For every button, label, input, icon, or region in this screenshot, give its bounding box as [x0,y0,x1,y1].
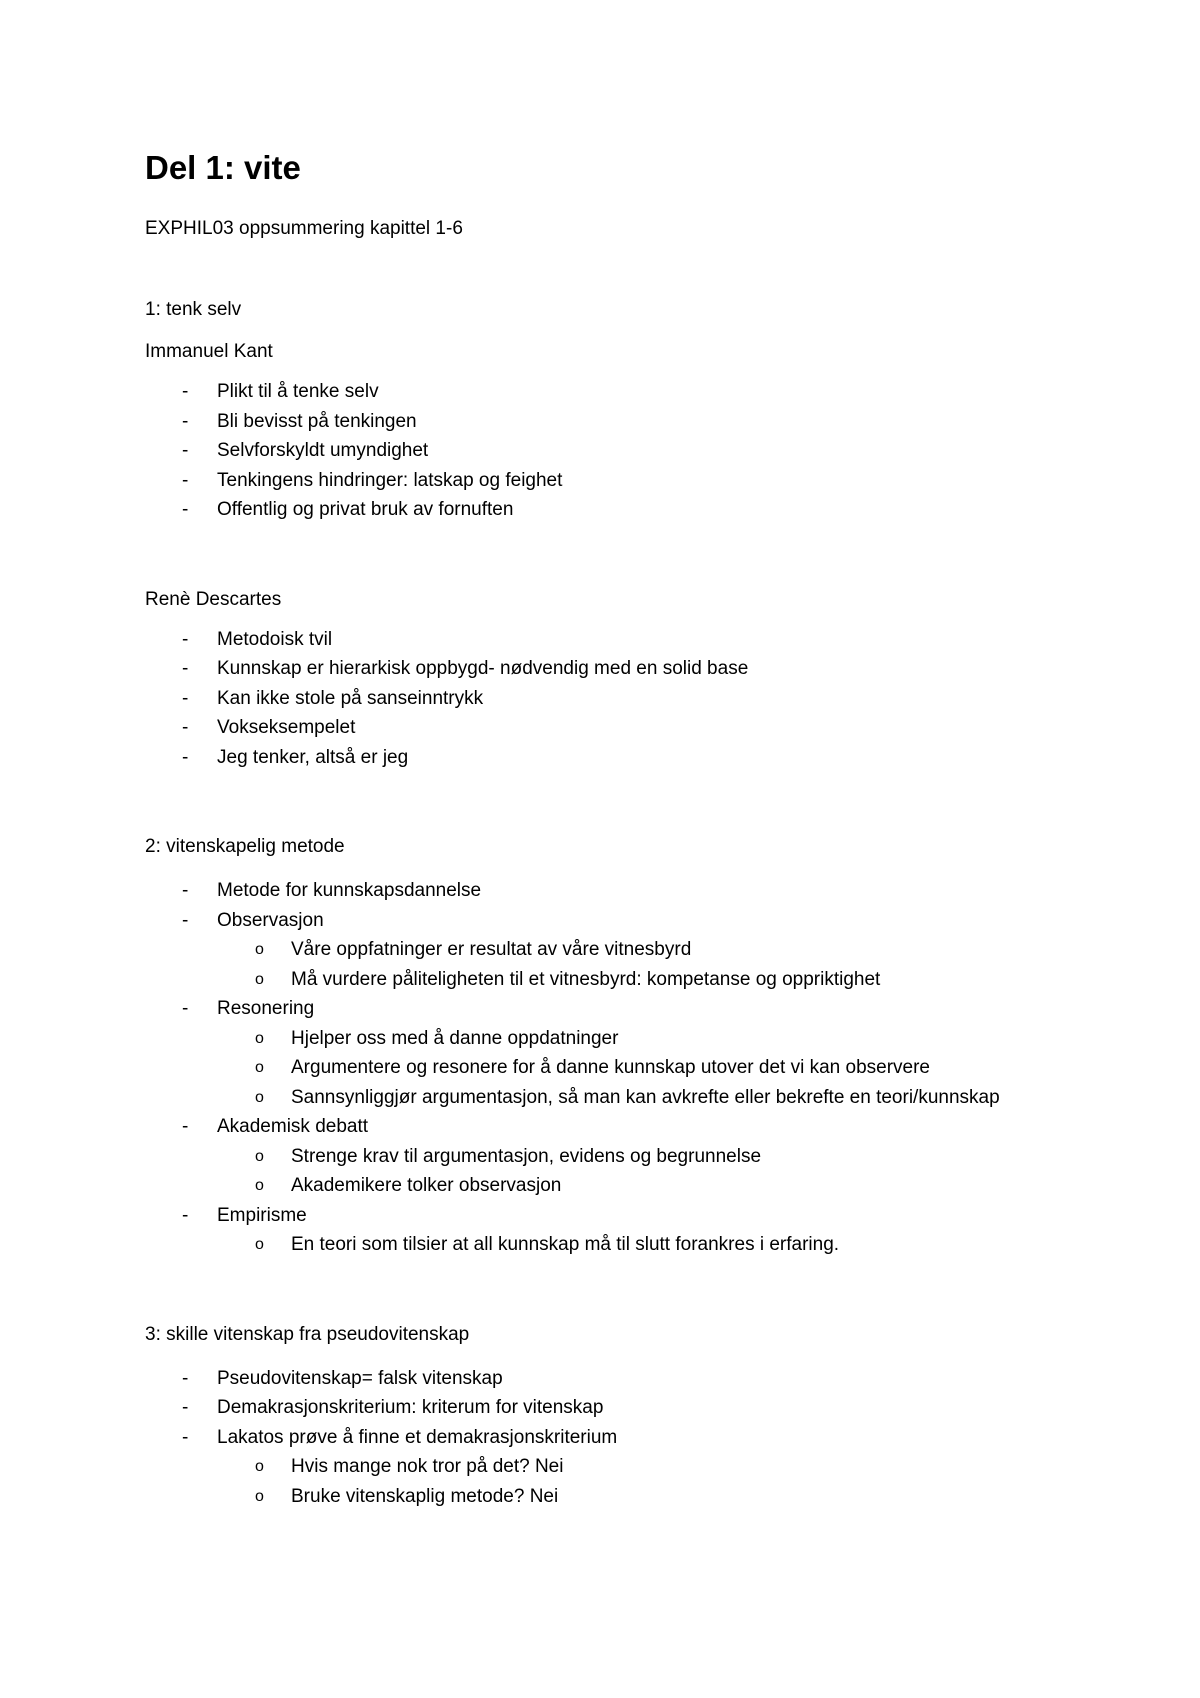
list-item [145,377,1085,407]
section-heading-3: 3: skille vitenskap fra pseudovitenskap [145,1323,470,1345]
list-item-text: Metode for kunnskapsdannelse [217,880,482,901]
list-item [145,436,1085,466]
group-heading-kant: Immanuel Kant [145,341,273,362]
sub-list-item-text: Bruke vitenskaplig metode? Nei [291,1485,559,1507]
bullet-marker: o [255,1458,264,1475]
list-item-text: Lakatos prøve å finne et demakrasjonskriterium [217,1426,618,1448]
list-item [145,876,1085,906]
bullet-marker: o [255,1177,264,1194]
dash-marker: - [182,658,189,679]
section-heading-2: 2: vitenskapelig metode [145,836,345,857]
dash-marker: - [182,1116,189,1137]
dash-marker: - [182,469,189,491]
descartes-list [145,625,1085,773]
section-heading-1: 1: tenk selv [145,299,242,320]
bullet-marker: o [255,1059,264,1076]
sub-list-item [145,1053,1085,1083]
list-item [145,495,1085,525]
sub-list [217,1142,1085,1201]
document-page [145,146,1085,1511]
bullet-marker: o [255,1088,264,1106]
list-item-text: Pseudovitenskap= falsk vitenskap [217,1367,503,1389]
dash-marker: - [182,381,189,402]
bullet-marker: o [255,1029,264,1047]
sub-list [217,935,1085,994]
sub-list-item [145,1142,1085,1172]
list-item-text: Vokseksempelet [217,717,356,738]
sub-list-item [145,1482,1085,1512]
sub-list [217,1230,1085,1260]
dash-marker: - [182,880,189,901]
dash-marker: - [182,746,189,768]
bullet-marker: o [255,970,264,988]
list-item-text: Selvforskyldt umyndighet [217,440,429,461]
dash-marker: - [182,717,189,738]
sub-list-item [145,935,1085,965]
dash-marker: - [182,499,189,520]
list-item-text: Jeg tenker, altså er jeg [217,746,409,768]
list-item [145,906,1085,995]
list-item [145,625,1085,655]
list-item [145,654,1085,684]
list-item [145,1201,1085,1260]
list-item-text: Observasjon [217,909,324,931]
list-item-text: Demakrasjonskriterium: kriterum for vitenskap [217,1397,604,1418]
list-item-text: Tenkingens hindringer: latskap og feighet [217,469,563,491]
sub-list [217,1452,1085,1511]
sub-list-item [145,1452,1085,1482]
list-item-text: Akademisk debatt [217,1116,369,1137]
list-item [145,994,1085,1112]
sub-list-item [145,1171,1085,1201]
list-item [145,1112,1085,1201]
list-item-text: Empirisme [217,1204,307,1226]
dash-marker: - [182,440,189,461]
dash-marker: - [182,1426,189,1448]
sub-list-item-text: Strenge krav til argumentasjon, evidens og begrunnelse [291,1145,762,1167]
document-subtitle: EXPHIL03 oppsummering kapittel 1-6 [145,218,463,239]
group-heading-descartes: Renè Descartes [145,588,282,610]
list-item [145,1393,1085,1423]
sub-list-item-text: En teori som tilsier at all kunnskap må til slutt forankres i erfaring. [291,1234,840,1255]
sub-list-item-text: Akademikere tolker observasjon [291,1175,562,1196]
list-item-text: Bli bevisst på tenkingen [217,410,417,432]
list-item-text: Plikt til å tenke selv [217,381,379,402]
sub-list-item-text: Argumentere og resonere for å danne kunnskap utover det vi kan observere [291,1057,930,1078]
list-item [145,1423,1085,1512]
list-item [145,466,1085,496]
sub-list-item-text: Våre oppfatninger er resultat av våre vitnesbyrd [291,939,692,960]
dash-marker: - [182,687,189,709]
list-item [145,713,1085,743]
list-item [145,684,1085,714]
bullet-marker: o [255,1487,264,1505]
sub-list-item [145,1230,1085,1260]
dash-marker: - [182,1204,189,1226]
sub-list-item-text: Hjelper oss med å danne oppdatninger [291,1027,619,1049]
dash-marker: - [182,909,189,931]
sub-list-item-text: Sannsynliggjør argumentasjon, så man kan avkrefte eller bekrefte en teori/kunnskap [291,1086,1000,1108]
sub-list-item [145,1024,1085,1054]
list-item-text: Metodoisk tvil [217,628,333,650]
section-2-list [145,876,1085,1260]
list-item [145,743,1085,773]
sub-list-item [145,965,1085,995]
dash-marker: - [182,410,189,432]
dash-marker: - [182,998,189,1019]
list-item-text: Kunnskap er hierarkisk oppbygd- nødvendig med en solid base [217,658,749,679]
document-title: Del 1: vite [145,149,301,186]
section-3-list [145,1364,1085,1512]
kant-list [145,377,1085,525]
dash-marker: - [182,628,189,650]
dash-marker: - [182,1367,189,1389]
dash-marker: - [182,1397,189,1418]
bullet-marker: o [255,1147,264,1165]
sub-list-item [145,1083,1085,1113]
sub-list-item-text: Må vurdere påliteligheten til et vitnesbyrd: kompetanse og oppriktighet [291,968,881,990]
list-item-text: Offentlig og privat bruk av fornuften [217,499,514,520]
sub-list-item-text: Hvis mange nok tror på det? Nei [291,1456,564,1477]
list-item [145,407,1085,437]
sub-list [217,1024,1085,1113]
list-item-text: Resonering [217,998,315,1019]
list-item-text: Kan ikke stole på sanseinntrykk [217,687,484,709]
bullet-marker: o [255,941,264,958]
list-item [145,1364,1085,1394]
bullet-marker: o [255,1236,264,1253]
